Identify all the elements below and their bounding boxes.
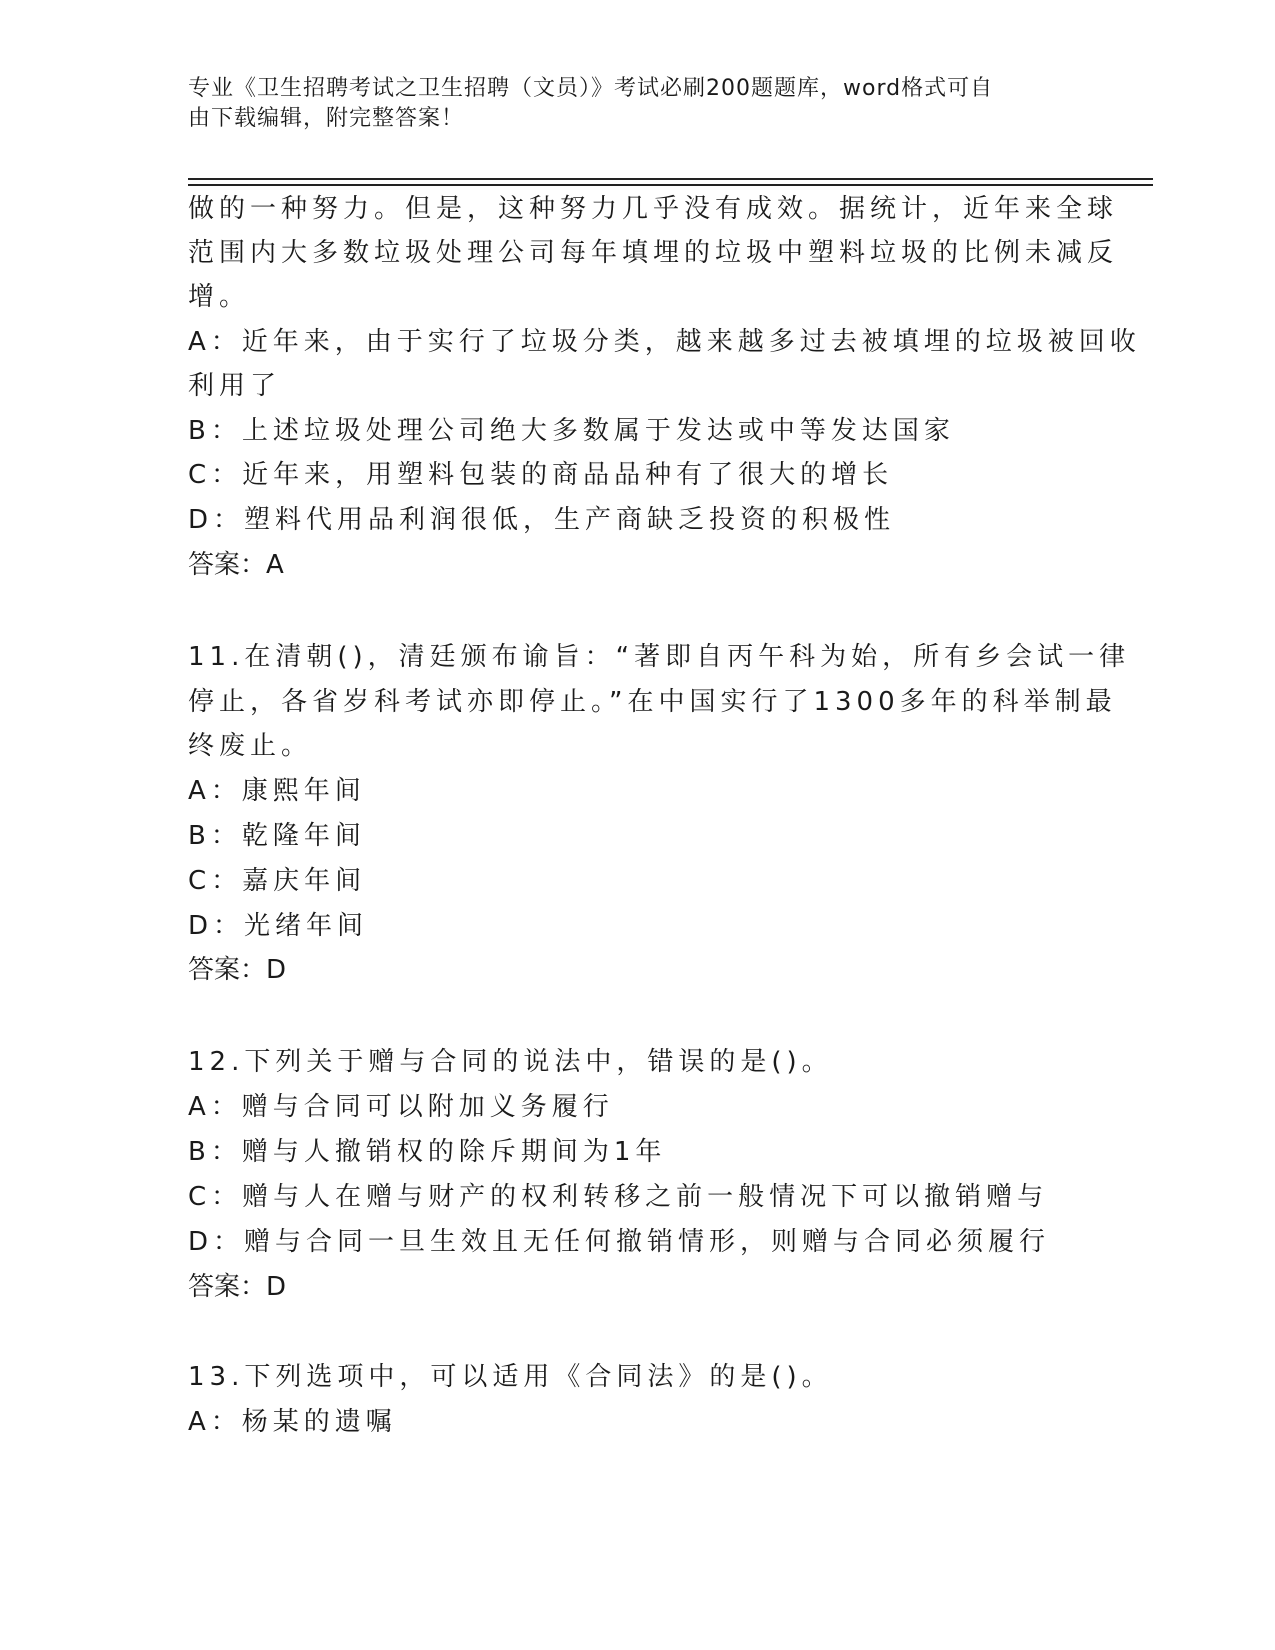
option-b: B：上述垃圾处理公司绝大多数属于发达或中等发达国家 — [188, 416, 955, 446]
question-11-option-a: A：康熙年间 — [188, 776, 366, 806]
question-12-option-a: A：赠与合同可以附加义务履行 — [188, 1092, 614, 1122]
question-12-text: 12.下列关于赠与合同的说法中，错误的是()。 — [188, 1047, 833, 1077]
question-11-text-line: 停止，各省岁科考试亦即停止。”在中国实行了1300多年的科举制最 — [188, 687, 1117, 717]
answer-label: 答案：A — [188, 550, 284, 580]
question-11-answer: 答案：D — [188, 955, 287, 985]
option-d: D：塑料代用品利润很低，生产商缺乏投资的积极性 — [188, 505, 896, 535]
question-11-option-b: B：乾隆年间 — [188, 821, 366, 851]
option-a: A：近年来，由于实行了垃圾分类，越来越多过去被填埋的垃圾被回收 — [188, 327, 1141, 357]
question-12-option-d: D：赠与合同一旦生效且无任何撤销情形，则赠与合同必须履行 — [188, 1227, 1051, 1257]
header-rule-bottom — [188, 184, 1153, 186]
question-text-line: 范围内大多数垃圾处理公司每年填埋的垃圾中塑料垃圾的比例未减反 — [188, 238, 1119, 268]
document-header — [188, 74, 1068, 134]
question-text-line: 做的一种努力。但是，这种努力几乎没有成效。据统计，近年来全球 — [188, 194, 1119, 224]
question-11-text-line: 11.在清朝()，清廷颁布谕旨：“著即自丙午科为始，所有乡会试一律 — [188, 642, 1131, 672]
question-11-option-d: D：光绪年间 — [188, 911, 369, 941]
question-13-text: 13.下列选项中，可以适用《合同法》的是()。 — [188, 1362, 833, 1392]
question-12-option-c: C：赠与人在赠与财产的权利转移之前一般情况下可以撤销赠与 — [188, 1182, 1049, 1212]
header-line-1: 专业《卫生招聘考试之卫生招聘（文员）》考试必刷200题题库，word格式可自 — [188, 76, 994, 101]
question-12-answer: 答案：D — [188, 1272, 287, 1302]
header-line-2: 由下载编辑，附完整答案！ — [188, 106, 465, 131]
question-11-option-c: C：嘉庆年间 — [188, 866, 367, 896]
question-11-text-line: 终废止。 — [188, 731, 313, 761]
option-c: C：近年来，用塑料包装的商品品种有了很大的增长 — [188, 460, 894, 490]
question-13-option-a: A：杨某的遗嘱 — [188, 1407, 397, 1437]
question-text-line: 增。 — [188, 282, 251, 312]
header-rule-top — [188, 178, 1153, 180]
option-a-continued: 利用了 — [188, 371, 282, 401]
question-12-option-b: B：赠与人撤销权的除斥期间为1年 — [188, 1137, 667, 1167]
